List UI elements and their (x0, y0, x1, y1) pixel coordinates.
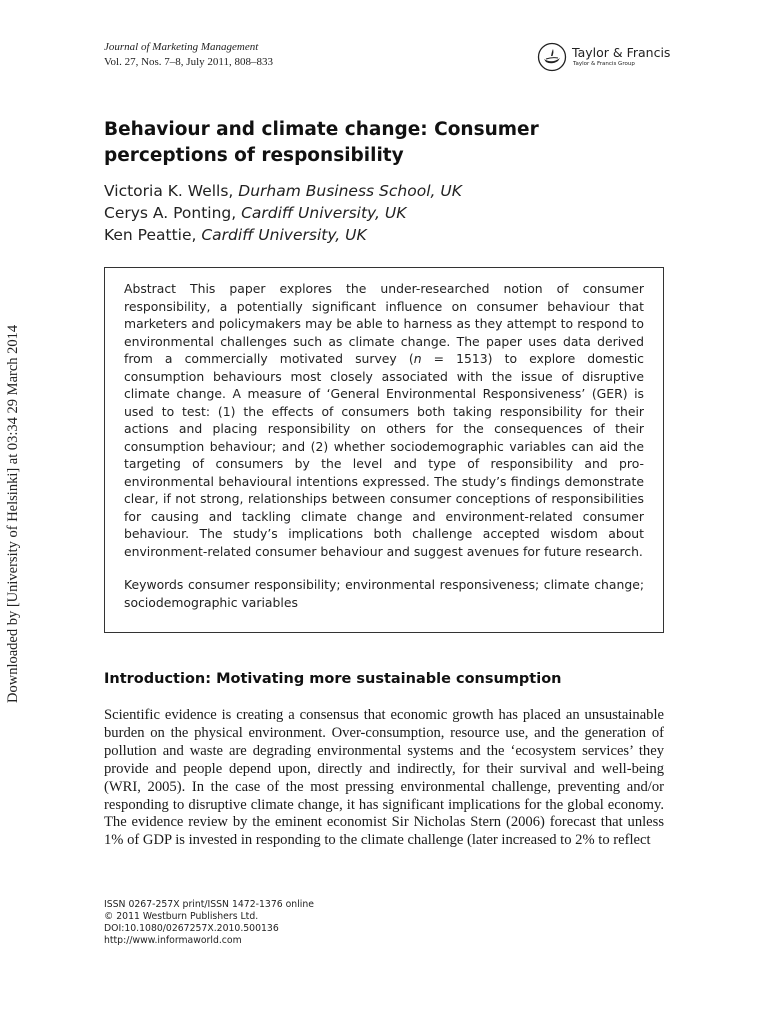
abstract-n-symbol: n (413, 351, 422, 366)
abstract-text-part2: ) to explore domestic consumption behaviours most closely associated with the issue of disruptive climate change. A measure of ‘General Environmental Responsiveness’ (GER) is used to test: (1) the effects of consumers both taking responsibility for their actions and placing responsibility on others for the consequences of their consumption behaviour; and (2) whether sociodemographic variables can aid the targeting of consumers by the level and type of responsibility and pro-environmental behavioural intentions expressed. The study’s findings demonstrate clear, if not strong, relationships between consumer conceptions of responsibilities for causing and tackling climate change and environment-related consumer behaviour. The study’s implications both challenge accepted wisdom about environment-related consumer behaviour and suggest avenues for future research. (124, 351, 644, 559)
keywords-paragraph (124, 576, 644, 611)
abstract-n-value: = 1513 (421, 351, 488, 366)
journal-issue: Vol. 27, Nos. 7–8, July 2011, 808–833 (104, 56, 273, 68)
keywords-label: Keywords (124, 577, 184, 592)
paper-title (104, 117, 664, 169)
author-entry (104, 224, 462, 246)
journal-info (104, 40, 273, 70)
author-entry (104, 180, 462, 202)
paper-title-line1: Behaviour and climate change: Consumer (104, 119, 539, 140)
abstract-text-part1: This paper explores the under-researched notion of consumer responsibility, a potentially significant influence on consumer behaviour that marketers and policymakers may be able to harness as they attempt to respond to environmental challenges such as climate change. The paper uses data derived from a commercially motivated survey ( (124, 281, 644, 366)
journal-name: Journal of Marketing Management (104, 41, 259, 53)
publisher-group: Taylor & Francis Group (573, 61, 635, 67)
body-paragraph: Scientific evidence is creating a consensus that economic growth has placed an unsustainable burden on the physical environment. Over-consumption, resource use, and the generation of pollution and waste are degrading environmental systems and the ‘ecosystem services’ they provide and people depend upon, directly and indirectly, for their survival and well-being (WRI, 2005). In the case of the most pressing environmental challenge, preventing and/or responding to disruptive climate change, it has significant implications for the global economy. The evidence review by the eminent economist Sir Nicholas Stern (2006) forecast that unless 1% of GDP is invested in responding to the climate challenge (later increased to 2% to reflect (104, 707, 664, 849)
author-name: Cerys A. Ponting, (104, 204, 242, 222)
author-affiliation: Cardiff University, UK (201, 226, 367, 244)
author-entry (104, 202, 462, 224)
publisher-name: Taylor & Francis (572, 45, 671, 60)
author-name: Ken Peattie, (104, 226, 202, 244)
abstract-paragraph (124, 280, 644, 560)
publisher-lamp-icon (537, 42, 567, 72)
footer-url[interactable]: http://www.informaworld.com (104, 935, 242, 946)
footer-issn: ISSN 0267-257X print/ISSN 1472-1376 online (104, 899, 314, 910)
download-watermark-text: Downloaded by [University of Helsinki] at 03:34 29 March 2014 (5, 324, 21, 703)
footer-info (104, 899, 314, 947)
paper-title-line2: perceptions of responsibility (104, 145, 404, 166)
footer-doi: DOI:10.1080/0267257X.2010.500136 (104, 923, 279, 934)
abstract-box (104, 267, 664, 633)
keywords-text: consumer responsibility; environmental responsiveness; climate change; sociodemographic variables (124, 577, 644, 610)
author-affiliation: Durham Business School, UK (238, 182, 462, 200)
author-affiliation: Cardiff University, UK (241, 204, 407, 222)
section-heading: Introduction: Motivating more sustainable consumption (104, 671, 562, 687)
download-watermark (3, 323, 23, 703)
author-list (104, 180, 462, 246)
abstract-label: Abstract (124, 281, 177, 296)
author-name: Victoria K. Wells, (104, 182, 239, 200)
publisher-logo (537, 42, 672, 74)
footer-copyright: © 2011 Westburn Publishers Ltd. (104, 911, 259, 922)
